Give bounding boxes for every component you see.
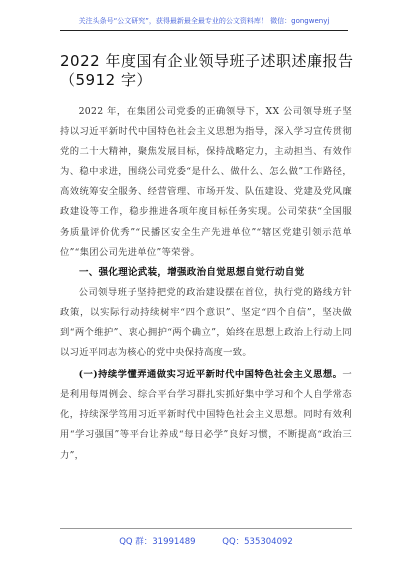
footer-qq: QQ：535304092 [222, 537, 293, 547]
subsection-heading: (一)持续学懂弄通做实习近平新时代中国特色社会主义思想。 [78, 369, 343, 381]
subsection-paragraph [60, 365, 352, 465]
footer-qq-group: QQ 群：31991489 [119, 537, 196, 547]
document-body [60, 102, 352, 466]
header-banner: 关注头条号“公文研究”，获得最新最全最专业的公文资料库！ 微信：gongwenyj [60, 16, 348, 31]
intro-paragraph: 2022 年，在集团公司党委的正确领导下，XX 公司领导班子坚持以习近平新时代中国特色社会主义思想为指导，深入学习宣传贯彻党的二十大精神，聚焦发展目标，保持战略定力，主动担当、有效作为、稳中求进，围绕公司党委“是什么、做什么、怎么做”工作路径，高效统筹安全服务、经营管理、市场开发、队伍建设、党建及党风廉政建设等工作，稳步推进各项年度目标任务实现。公司荣获“全国服务质量评价优秀”“民播区安全生产先进单位”“辖区党建引领示范单位”“集团公司先进单位”等荣誉。 [60, 106, 352, 258]
footer-divider [60, 528, 352, 529]
page-footer [60, 535, 352, 547]
subsection-body: 一是利用每周例会、综合平台学习群扎实抓好集中学习和个人自学常态化，持续深学笃用习近平新时代中国特色社会主义思想。同时有效利用“学习强国”等平台让养成“每日必学”良好习惯，不断提高“政治三力”， [60, 369, 352, 461]
document-title: 2022 年度国有企业领导班子述职述廉报告（5912 字） [60, 52, 354, 89]
section-heading: 一、强化理论武装，增强政治自觉思想自觉行动自觉 [79, 266, 305, 278]
section-paragraph: 公司领导班子坚持把党的政治建设摆在首位，执行党的路线方针政策，以实际行动持续树牢“四个意识”、坚定“四个自信”，坚决做到“两个维护”、衷心拥护“两个确立”，始终在思想上政治上行动上同以习近平同志为核心的党中央保持高度一致。 [60, 286, 352, 359]
